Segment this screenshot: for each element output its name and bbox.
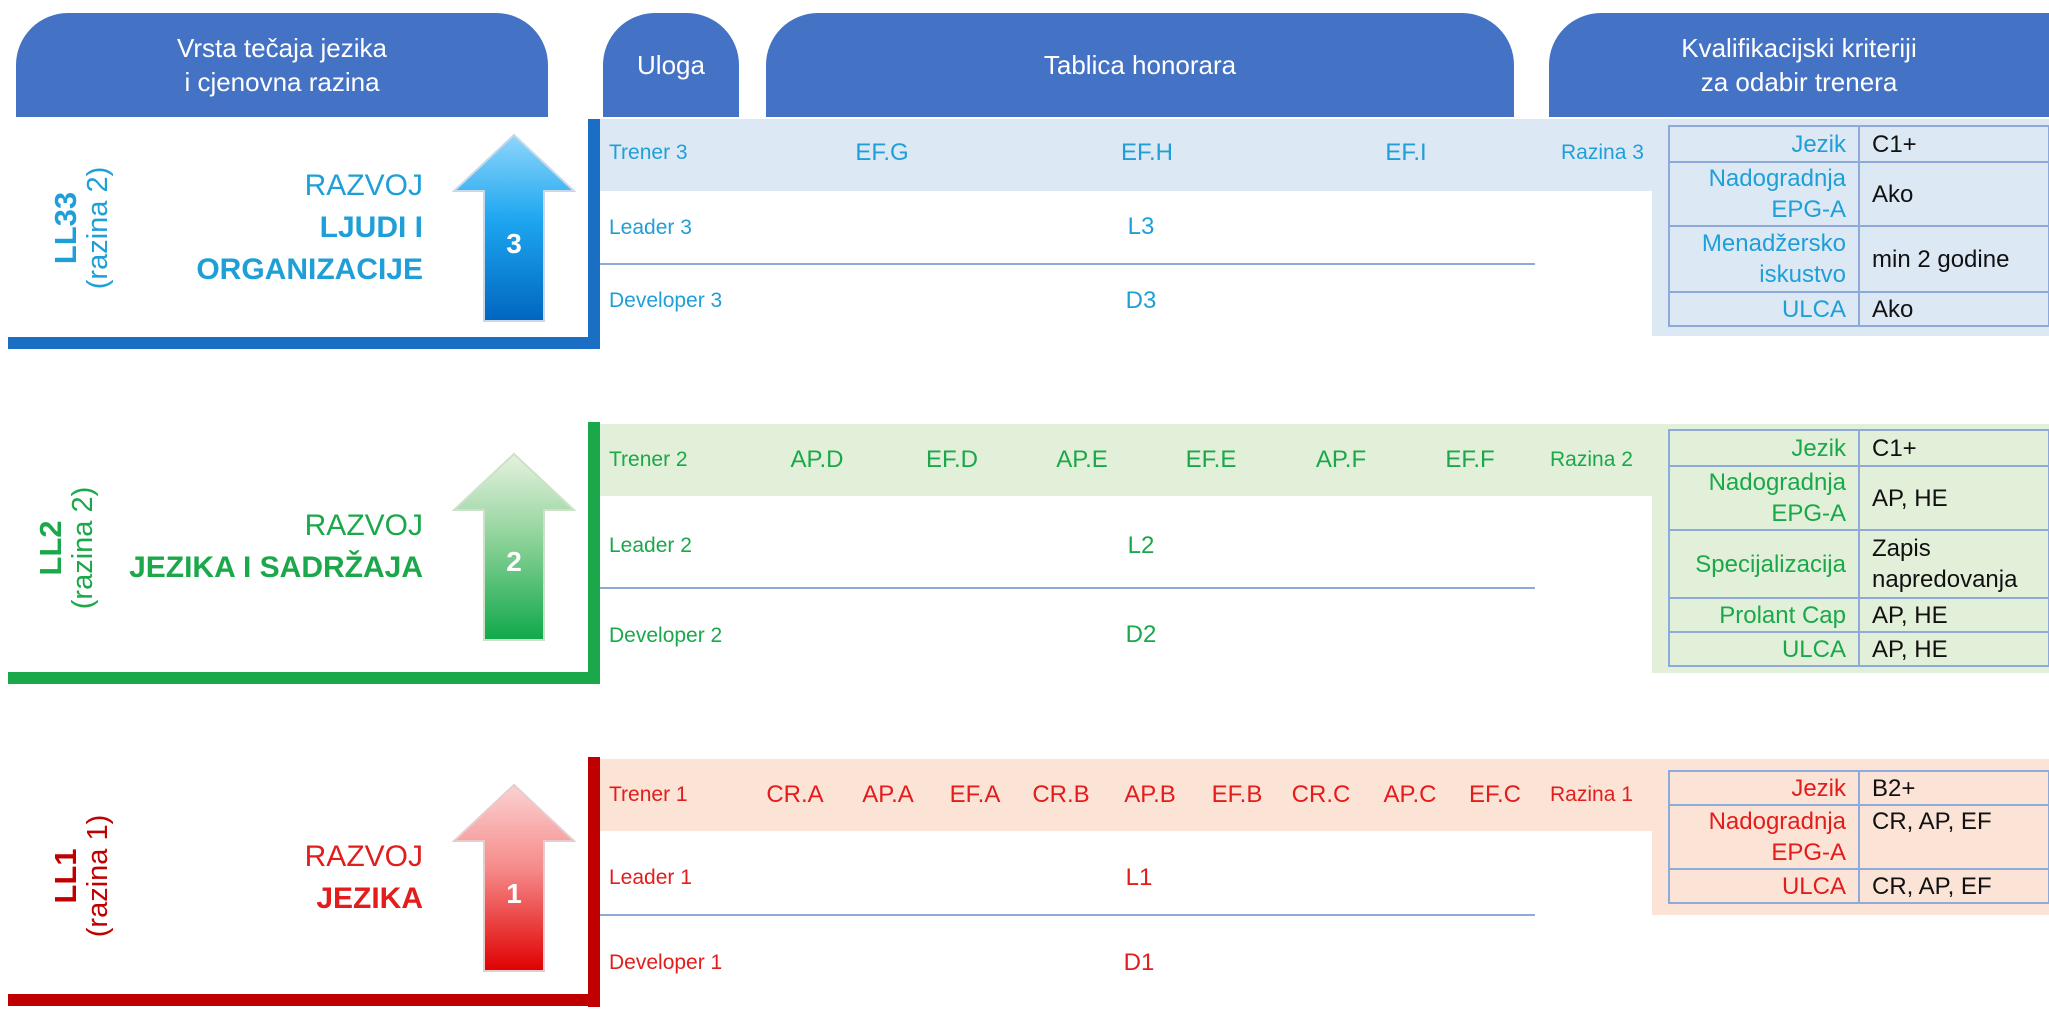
level-3-arrow-number: 3 xyxy=(506,228,522,259)
criteria-key: ULCA xyxy=(1669,632,1859,666)
header-role xyxy=(603,13,739,117)
criteria-key: Nadogradnja EPG-A xyxy=(1669,466,1859,530)
criteria-key: ULCA xyxy=(1669,869,1859,903)
level-3-title-bold-1: LJUDI I xyxy=(319,211,423,244)
level-1-vertical-bar xyxy=(588,757,600,1007)
level-1-leader-label: Leader 1 xyxy=(609,866,692,889)
level-3-razina: Razina 3 xyxy=(1561,141,1644,164)
level-2-vertical-bar xyxy=(588,422,600,684)
header-fee-table-label: Tablica honorara xyxy=(1043,50,1237,80)
criteria-row xyxy=(1669,466,2049,530)
level-1-up-arrow-icon xyxy=(452,783,576,973)
level-3-vertical-bar xyxy=(588,119,600,349)
level-2-fee-cell: AP.D xyxy=(790,446,844,473)
level-2-developer-fee: D2 xyxy=(1125,621,1157,648)
level-2-code-label xyxy=(32,398,102,698)
criteria-key: Jezik xyxy=(1669,771,1859,805)
criteria-value: CR, AP, EF xyxy=(1859,805,2049,869)
level-2-fee-cell: AP.E xyxy=(1056,446,1108,473)
level-1-fee-cell: EF.C xyxy=(1468,781,1522,808)
criteria-value: AP, HE xyxy=(1859,632,2049,666)
criteria-row xyxy=(1669,292,2049,326)
criteria-row xyxy=(1669,162,2049,226)
level-2-trainer-label: Trener 2 xyxy=(609,448,688,471)
header-criteria-line1: Kvalifikacijski kriteriji xyxy=(1681,33,1917,63)
criteria-row xyxy=(1669,869,2049,903)
criteria-row xyxy=(1669,771,2049,805)
criteria-value: min 2 godine xyxy=(1859,226,2049,292)
level-3-title-bold-2: ORGANIZACIJE xyxy=(196,253,423,286)
criteria-value: CR, AP, EF xyxy=(1859,869,2049,903)
criteria-value: C1+ xyxy=(1859,126,2049,162)
level-3-trainer-label: Trener 3 xyxy=(609,141,688,164)
level-1-trainer-label: Trener 1 xyxy=(609,783,688,806)
level-2-developer-label: Developer 2 xyxy=(609,624,723,647)
level-2-code: LL2 xyxy=(33,520,68,576)
level-1-fee-cell: AP.C xyxy=(1383,781,1437,808)
level-2-razina: Razina 2 xyxy=(1550,448,1633,471)
level-1-row-divider xyxy=(600,914,1535,916)
level-2-title-bold-1: JEZIKA I SADRŽAJA xyxy=(129,551,423,584)
header-criteria-line2: za odabir trenera xyxy=(1700,67,1898,97)
level-1-criteria-table xyxy=(1668,770,2049,904)
criteria-value: Ako xyxy=(1859,292,2049,326)
level-3-up-arrow-icon xyxy=(452,133,576,323)
criteria-row xyxy=(1669,598,2049,632)
level-3-developer-fee: D3 xyxy=(1125,287,1157,314)
criteria-row xyxy=(1669,226,2049,292)
level-2-up-arrow-icon xyxy=(452,452,576,642)
level-1-fee-cell: CR.C xyxy=(1291,781,1351,808)
criteria-value: C1+ xyxy=(1859,430,2049,466)
level-2-row-divider xyxy=(600,587,1535,589)
level-2-leader-fee: L2 xyxy=(1127,532,1155,559)
level-2-fee-cell: EF.D xyxy=(925,446,979,473)
level-3-title xyxy=(196,165,423,291)
level-2-fee-cell: AP.F xyxy=(1315,446,1367,473)
criteria-value: Ako xyxy=(1859,162,2049,226)
criteria-key: Menadžersko iskustvo xyxy=(1669,226,1859,292)
level-3-fee-cell: EF.I xyxy=(1385,139,1427,166)
level-3-sub: (razina 2) xyxy=(82,166,114,290)
criteria-row xyxy=(1669,530,2049,598)
level-1-code-label xyxy=(47,726,117,1026)
criteria-value: AP, HE xyxy=(1859,466,2049,530)
criteria-row xyxy=(1669,126,2049,162)
criteria-key: Nadogradnja EPG-A xyxy=(1669,805,1859,869)
level-3-leader-label: Leader 3 xyxy=(609,216,692,239)
level-1-fee-cell: CR.A xyxy=(766,781,824,808)
level-1-fee-cell: AP.A xyxy=(862,781,914,808)
level-2-arrow-number: 2 xyxy=(506,546,522,577)
criteria-value: Zapis napredovanja xyxy=(1859,530,2049,598)
header-criteria xyxy=(1549,13,2049,117)
level-3-leader-fee: L3 xyxy=(1127,213,1155,240)
level-1-fee-cell: EF.A xyxy=(949,781,1001,808)
level-1-arrow-number: 1 xyxy=(506,878,522,909)
level-2-criteria-table xyxy=(1668,429,2049,667)
criteria-value: B2+ xyxy=(1859,771,2049,805)
header-course-type-line1: Vrsta tečaja jezika xyxy=(176,33,388,63)
criteria-key: Jezik xyxy=(1669,430,1859,466)
level-2-fee-cell: EF.E xyxy=(1185,446,1237,473)
level-1-fee-cell: AP.B xyxy=(1124,781,1176,808)
level-3-developer-label: Developer 3 xyxy=(609,289,723,312)
level-1-developer-fee: D1 xyxy=(1123,949,1155,976)
level-1-sub: (razina 1) xyxy=(82,814,114,938)
criteria-key: Prolant Cap xyxy=(1669,598,1859,632)
level-1-title xyxy=(305,836,423,920)
level-1-title-normal: RAZVOJ xyxy=(304,840,423,873)
criteria-row xyxy=(1669,805,2049,869)
level-2-fee-cell: EF.F xyxy=(1445,446,1495,473)
criteria-key: Jezik xyxy=(1669,126,1859,162)
header-fee-table xyxy=(766,13,1514,117)
level-3-fee-cell: EF.G xyxy=(855,139,909,166)
criteria-row xyxy=(1669,632,2049,666)
level-1-leader-fee: L1 xyxy=(1125,864,1153,891)
level-3-code: LL33 xyxy=(48,191,83,265)
level-3-code-label xyxy=(47,78,117,378)
level-2-title xyxy=(129,505,423,589)
level-3-row-divider xyxy=(600,263,1535,265)
level-2-leader-label: Leader 2 xyxy=(609,534,692,557)
criteria-key: ULCA xyxy=(1669,292,1859,326)
level-3-fee-cell: EF.H xyxy=(1120,139,1174,166)
level-3-title-normal: RAZVOJ xyxy=(304,169,423,202)
level-1-fee-cell: EF.B xyxy=(1211,781,1263,808)
level-2-sub: (razina 2) xyxy=(67,486,99,610)
criteria-row xyxy=(1669,430,2049,466)
level-2-title-normal: RAZVOJ xyxy=(304,509,423,542)
level-1-code: LL1 xyxy=(48,848,83,904)
header-role-label: Uloga xyxy=(637,50,705,80)
criteria-key: Specijalizacija xyxy=(1669,530,1859,598)
criteria-value: AP, HE xyxy=(1859,598,2049,632)
level-3-criteria-table xyxy=(1668,125,2049,327)
level-1-developer-label: Developer 1 xyxy=(609,951,723,974)
header-course-type-line2: i cjenovna razina xyxy=(184,67,380,97)
level-1-title-bold-1: JEZIKA xyxy=(316,882,423,915)
level-1-razina: Razina 1 xyxy=(1550,783,1633,806)
level-1-fee-cell: CR.B xyxy=(1032,781,1090,808)
criteria-key: Nadogradnja EPG-A xyxy=(1669,162,1859,226)
